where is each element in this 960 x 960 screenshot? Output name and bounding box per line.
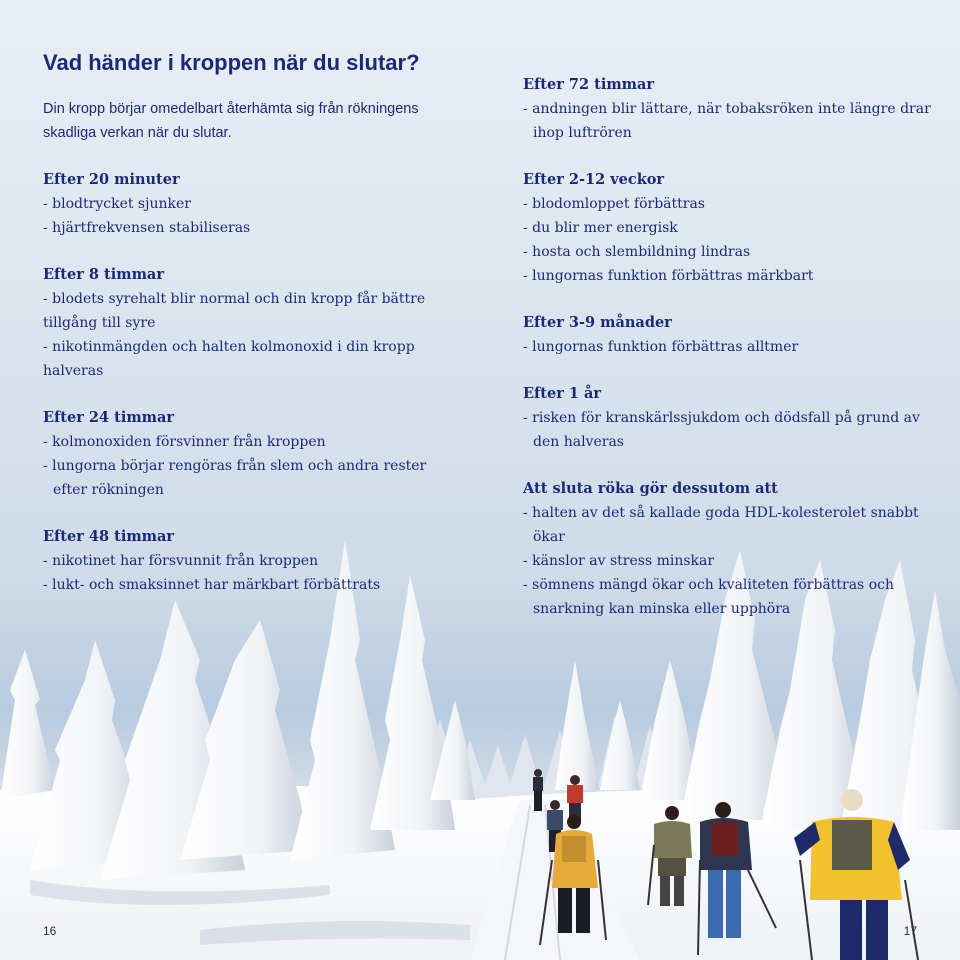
page-number-right: 17 [903, 924, 917, 938]
list-item: - kolmonoxiden försvinner från kroppen [43, 434, 326, 450]
list-item: - hosta och slembildning lindras [523, 244, 751, 260]
page-number-left: 16 [43, 924, 57, 938]
section-heading: Efter 8 timmar [43, 266, 164, 283]
list-item: - nikotinmängden och halten kolmonoxid i din kropp halveras [43, 339, 415, 379]
section-heading: Efter 24 timmar [43, 409, 175, 426]
list-item: - lukt- och smaksinnet har märkbart förbättrats [43, 577, 381, 593]
intro-text: Din kropp börjar omedelbart återhämta sig från rökningens skadliga verkan när du slutar. [43, 101, 419, 141]
page-title: Vad händer i kroppen när du slutar? [43, 50, 420, 75]
section-8-hours [43, 263, 463, 383]
list-item: - lungornas funktion förbättras alltmer [523, 339, 799, 355]
list-item: - hjärtfrekvensen stabiliseras [43, 220, 251, 236]
section-1-year [523, 382, 933, 454]
section-heading: Att sluta röka gör dessutom att [523, 480, 778, 497]
list-item: - blodets syrehalt blir normal och din kropp får bättre tillgång till syre [43, 291, 426, 331]
list-item: - känslor av stress minskar [523, 553, 715, 569]
list-item: - blodomloppet förbättras [523, 196, 705, 212]
list-item: - risken för kranskärlssjukdom och dödsfall på grund av den halveras [523, 410, 920, 450]
section-3-9-months [523, 311, 933, 359]
list-item: - du blir mer energisk [523, 220, 678, 236]
list-item: - sömnens mängd ökar och kvaliteten förbättras och snarkning kan minska eller upphöra [523, 577, 894, 617]
section-heading: Efter 1 år [523, 385, 602, 402]
section-heading: Efter 2-12 veckor [523, 171, 665, 188]
list-item: - lungornas funktion förbättras märkbart [523, 268, 814, 284]
section-2-12-weeks [523, 168, 933, 288]
section-heading: Efter 20 minuter [43, 171, 180, 188]
section-24-hours [43, 406, 463, 502]
list-item: - nikotinet har försvunnit från kroppen [43, 553, 319, 569]
list-item: - lungorna börjar rengöras från slem och andra rester efter rökningen [43, 458, 427, 498]
list-item: - andningen blir lättare, när tobaksröken inte längre drar ihop luftrören [523, 101, 931, 141]
section-heading: Efter 48 timmar [43, 528, 175, 545]
section-72-hours [523, 73, 933, 145]
section-additional-benefits [523, 477, 933, 621]
list-item: - halten av det så kallade goda HDL-kolesterolet snabbt ökar [523, 505, 919, 545]
section-heading: Efter 3-9 månader [523, 314, 672, 331]
list-item: - blodtrycket sjunker [43, 196, 191, 212]
right-column [523, 73, 933, 644]
section-20-minutes [43, 168, 463, 240]
section-heading: Efter 72 timmar [523, 76, 655, 93]
section-48-hours [43, 525, 463, 597]
left-column [43, 168, 463, 620]
